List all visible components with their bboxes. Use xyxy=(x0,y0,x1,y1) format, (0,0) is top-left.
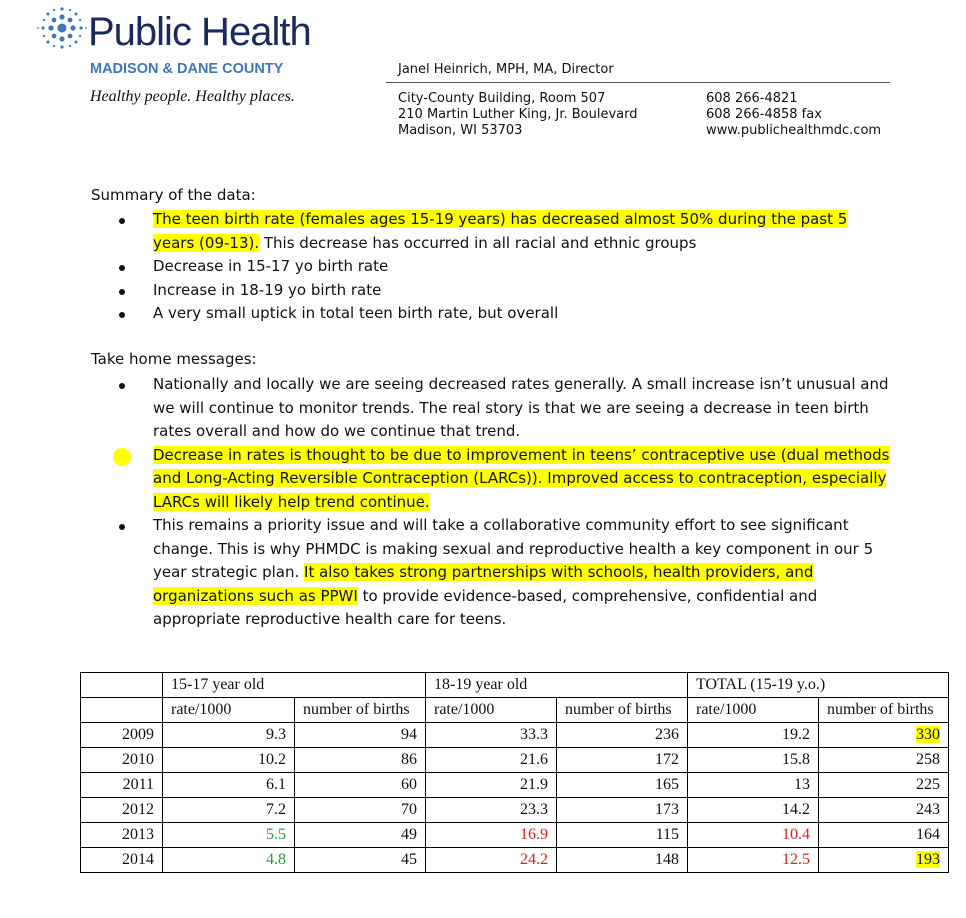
table-cell: 165 xyxy=(557,773,688,798)
table-cell: 4.8 xyxy=(163,848,295,873)
list-item xyxy=(0,279,893,303)
table-corner-cell xyxy=(81,673,163,698)
highlighted-text: Decrease in rates is thought to be due to improvement in teens’ contraceptive use (dual methods and Long-Acting Reversible Contraception (LARCs)). Improved access to contraception, especially LARCs will likely help trend continue. xyxy=(153,445,890,511)
list-item xyxy=(0,444,893,515)
table-corner-cell xyxy=(81,698,163,723)
table-cell: 13 xyxy=(688,773,819,798)
highlighted-text: It also takes strong partnerships with schools, health providers, and organizations such as PPWI xyxy=(153,563,814,605)
takehome-list xyxy=(0,373,893,632)
table-cell: 10.4 xyxy=(688,823,819,848)
list-item xyxy=(0,373,893,444)
table-cell: 33.3 xyxy=(426,723,557,748)
table-cell: 60 xyxy=(295,773,426,798)
header-divider xyxy=(386,82,890,83)
address-line-1: City-County Building, Room 507 xyxy=(398,91,606,106)
highlighted-value: 330 xyxy=(916,726,940,743)
table-cell: 148 xyxy=(557,848,688,873)
bullet-icon xyxy=(119,265,125,271)
table-cell: 5.5 xyxy=(163,823,295,848)
address-line-3: Madison, WI 53703 xyxy=(398,123,523,138)
list-item-text: Decrease in 15-17 yo birth rate xyxy=(153,257,389,275)
table-cell: 258 xyxy=(819,748,949,773)
summary-list xyxy=(0,208,893,326)
table-subheader-row xyxy=(81,698,949,723)
list-item-text: This remains a priority issue and will take a collaborative community effort to see significant change. This is why PHMDC is making sexual and reproductive health a key component in our 5 year strategic plan. xyxy=(153,516,874,581)
table-cell: 236 xyxy=(557,723,688,748)
list-item-text: Increase in 18-19 yo birth rate xyxy=(153,280,382,299)
table-cell: 21.6 xyxy=(426,748,557,773)
list-item xyxy=(0,514,893,632)
column-header: rate/1000 xyxy=(688,698,819,723)
teen-birth-rate-table xyxy=(80,672,949,873)
column-group-total: TOTAL (15-19 y.o.) xyxy=(688,673,949,698)
takehome-title: Take home messages: xyxy=(91,350,257,368)
table-cell: 49 xyxy=(295,823,426,848)
table-cell: 173 xyxy=(557,798,688,823)
bullet-icon xyxy=(119,454,125,460)
table-cell: 15.8 xyxy=(688,748,819,773)
table-cell: 115 xyxy=(557,823,688,848)
table-cell: 21.9 xyxy=(426,773,557,798)
year-cell: 2010 xyxy=(81,748,163,773)
bullet-icon xyxy=(119,289,125,295)
website-link[interactable]: www.publichealthmdc.com xyxy=(706,123,882,138)
list-item xyxy=(0,208,893,255)
table-cell: 164 xyxy=(819,823,949,848)
table-row xyxy=(81,848,949,873)
table-cell: 6.1 xyxy=(163,773,295,798)
table-cell: 7.2 xyxy=(163,798,295,823)
column-header: rate/1000 xyxy=(426,698,557,723)
bullet-icon xyxy=(119,312,125,318)
table-cell: 225 xyxy=(819,773,949,798)
table-cell: 9.3 xyxy=(163,723,295,748)
organization-logo xyxy=(36,4,336,114)
highlighted-value: 193 xyxy=(916,851,940,868)
table-row xyxy=(81,823,949,848)
highlighted-text: The teen birth rate (females ages 15-19 years) has decreased almost 50% during the past 5 years (09-13). xyxy=(153,210,848,252)
table-header-row xyxy=(81,673,949,698)
summary-title: Summary of the data: xyxy=(91,186,256,204)
list-item xyxy=(0,255,893,279)
table-cell: 16.9 xyxy=(426,823,557,848)
table-cell: 23.3 xyxy=(426,798,557,823)
table-row xyxy=(81,723,949,748)
table-row xyxy=(81,748,949,773)
bullet-icon xyxy=(119,383,125,389)
table-cell xyxy=(819,848,949,873)
table-row xyxy=(81,773,949,798)
director-name: Janel Heinrich, MPH, MA, Director xyxy=(398,62,614,77)
table-cell: 45 xyxy=(295,848,426,873)
column-group-18-19: 18-19 year old xyxy=(426,673,688,698)
bullet-icon xyxy=(119,524,125,530)
table-cell: 172 xyxy=(557,748,688,773)
logo-title: Public Health xyxy=(88,10,311,54)
dotted-burst-icon xyxy=(36,4,88,54)
list-item-text: A very small uptick in total teen birth rate, but overall xyxy=(153,304,559,322)
list-item-text: Nationally and locally we are seeing decreased rates generally. A small increase isn’t unusual and we will continue to monitor trends. The real story is that we are seeing a decrease in teen birth rates overall and how do we continue that trend. xyxy=(153,375,889,440)
column-header: number of births xyxy=(295,698,426,723)
year-cell: 2013 xyxy=(81,823,163,848)
table-cell: 94 xyxy=(295,723,426,748)
year-cell: 2012 xyxy=(81,798,163,823)
table-cell: 12.5 xyxy=(688,848,819,873)
year-cell: 2009 xyxy=(81,723,163,748)
table-cell: 243 xyxy=(819,798,949,823)
table-cell: 86 xyxy=(295,748,426,773)
table-cell: 10.2 xyxy=(163,748,295,773)
logo-subtitle: MADISON & DANE COUNTY xyxy=(90,61,284,77)
table-row xyxy=(81,798,949,823)
table-cell: 70 xyxy=(295,798,426,823)
phone-number: 608 266-4821 xyxy=(706,91,798,106)
fax-number: 608 266-4858 fax xyxy=(706,107,822,122)
list-item-text: This decrease has occurred in all racial and ethnic groups xyxy=(259,233,697,252)
column-header: rate/1000 xyxy=(163,698,295,723)
year-cell: 2014 xyxy=(81,848,163,873)
table-cell: 19.2 xyxy=(688,723,819,748)
address-line-2: 210 Martin Luther King, Jr. Boulevard xyxy=(398,107,638,122)
logo-tagline: Healthy people. Healthy places. xyxy=(90,88,295,105)
table-cell: 14.2 xyxy=(688,798,819,823)
column-header: number of births xyxy=(557,698,688,723)
table-cell: 24.2 xyxy=(426,848,557,873)
bullet-icon xyxy=(119,218,125,224)
table-cell xyxy=(819,723,949,748)
column-header: number of births xyxy=(819,698,949,723)
column-group-15-17: 15-17 year old xyxy=(163,673,426,698)
list-item xyxy=(0,302,893,326)
list-item-text: to provide evidence-based, comprehensive, confidential and appropriate reproductive health care for teens. xyxy=(153,586,818,628)
year-cell: 2011 xyxy=(81,773,163,798)
